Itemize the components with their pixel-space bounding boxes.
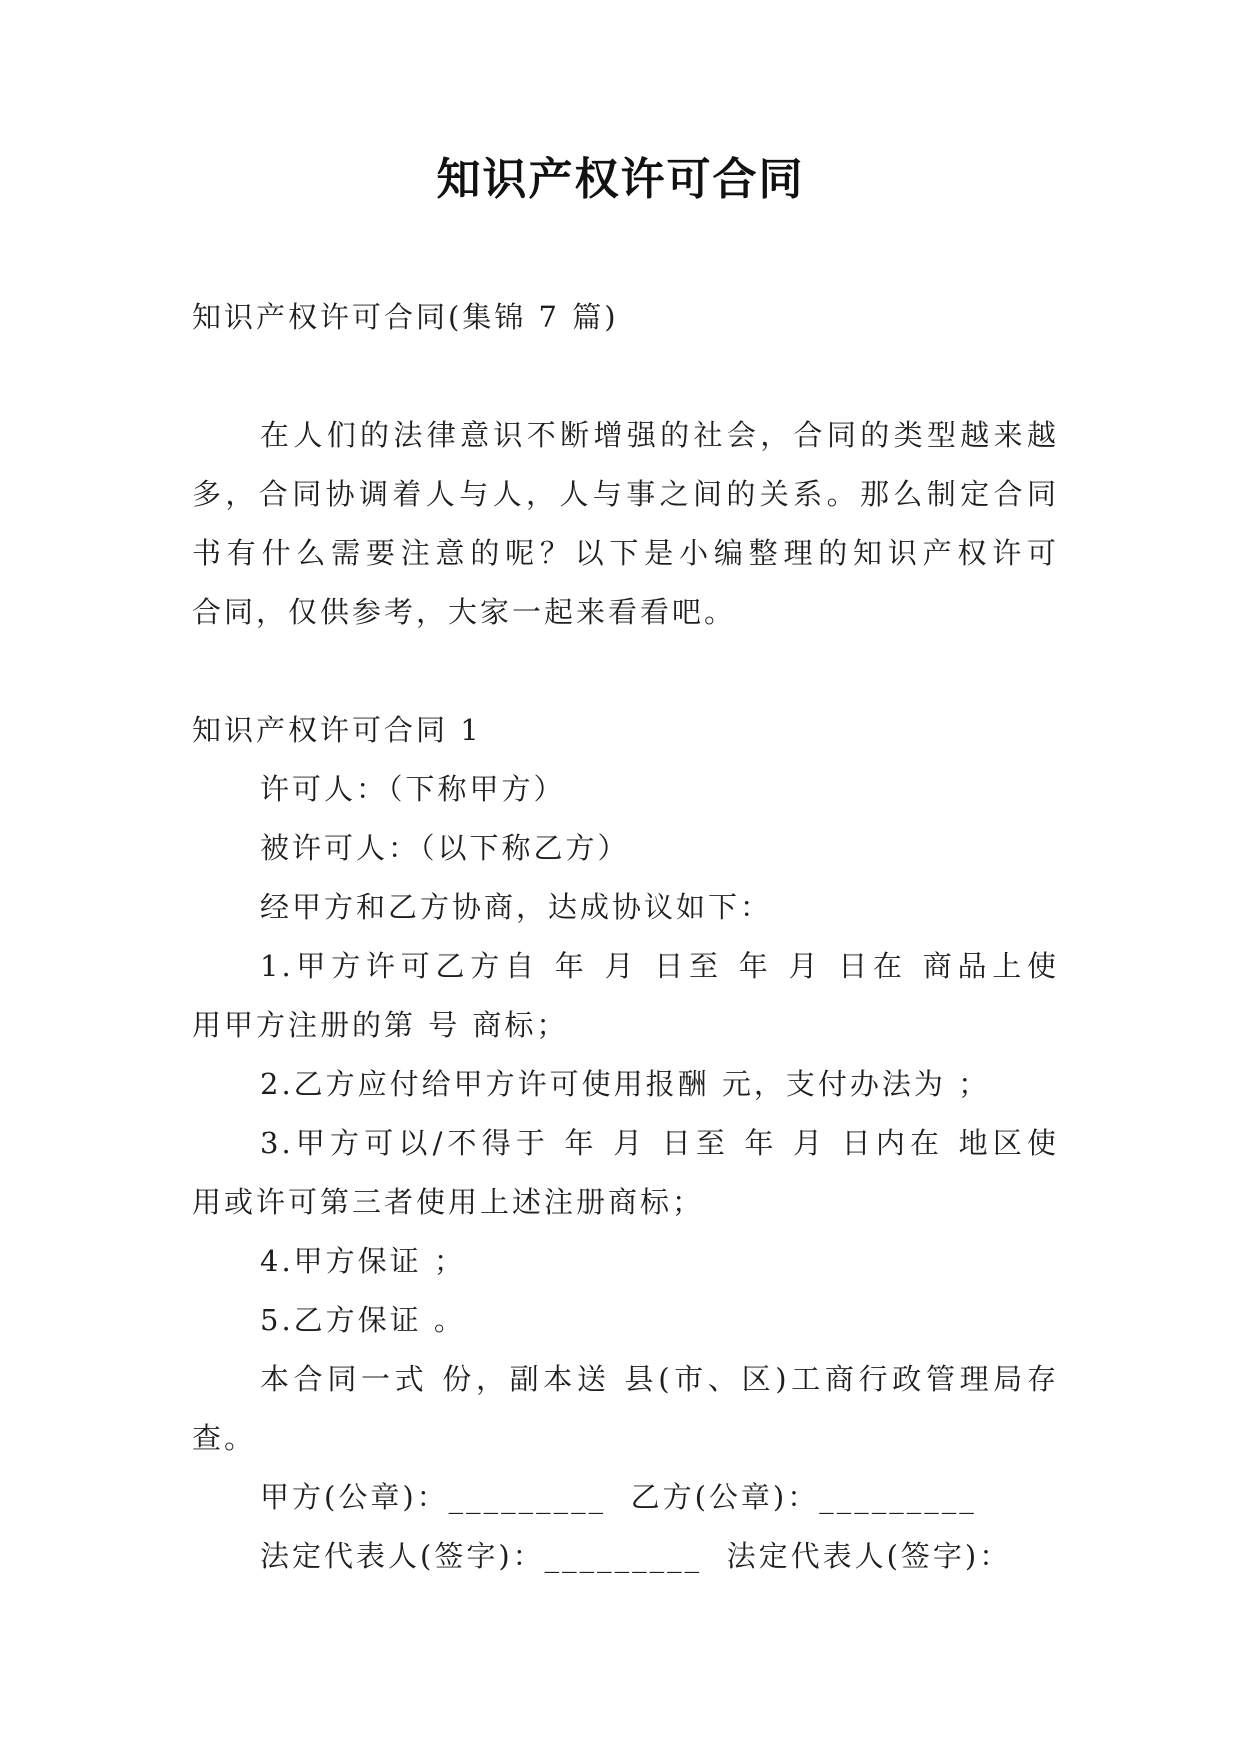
- clause-line: 3.甲方可以/不得于 年 月 日至 年 月 日内在 地区使: [260, 1126, 1059, 1160]
- clause-2: [192, 1055, 1059, 1114]
- clause-line: 用甲方注册的第 号 商标；: [192, 1008, 569, 1042]
- clause-5: [192, 1291, 1059, 1350]
- contract-heading: 知识产权许可合同 1: [192, 713, 482, 747]
- document-body: [192, 288, 1059, 1586]
- preamble-line: 经甲方和乙方协商，达成协议如下：: [260, 890, 773, 924]
- blank-line: [192, 347, 1059, 406]
- clause-line: 查。: [192, 1421, 257, 1455]
- clause-line: 用或许可第三者使用上述注册商标；: [192, 1185, 705, 1219]
- clause-3: [192, 1114, 1059, 1232]
- signature-seal-line: 甲方(公章)：_________ 乙方(公章)：_________: [260, 1480, 977, 1514]
- signature-representative-line: 法定代表人(签字)：_________ 法定代表人(签字)：: [260, 1539, 1012, 1573]
- clause-line: 5.乙方保证 。: [260, 1303, 466, 1337]
- clause-line: 2.乙方应付给甲方许可使用报酬 元，支付办法为 ；: [260, 1067, 991, 1101]
- paragraph-line: 书有什么需要注意的呢？以下是小编整理的知识产权许可: [192, 536, 1059, 570]
- paragraph-line: 多，合同协调着人与人，人与事之间的关系。那么制定合同: [192, 477, 1059, 511]
- blank-line: [192, 642, 1059, 701]
- licensee-line: 被许可人：（以下称乙方）: [260, 831, 630, 865]
- paragraph-line: 在人们的法律意识不断增强的社会，合同的类型越来越: [260, 418, 1059, 452]
- intro-paragraph: [192, 406, 1059, 642]
- clause-1: [192, 937, 1059, 1055]
- clause-line: 1.甲方许可乙方自 年 月 日至 年 月 日在 商品上使: [260, 949, 1059, 983]
- paragraph-line: 合同，仅供参考，大家一起来看看吧。: [192, 595, 737, 629]
- contract-section: [192, 701, 1059, 1586]
- clause-4: [192, 1232, 1059, 1291]
- clause-line: 本合同一式 份，副本送 县(市、区)工商行政管理局存: [260, 1362, 1059, 1396]
- document-title: 知识产权许可合同: [436, 154, 805, 205]
- licensor-line: 许可人：（下称甲方）: [260, 772, 566, 806]
- copies-clause: [192, 1350, 1059, 1468]
- clause-line: 4.甲方保证 ；: [260, 1244, 466, 1278]
- collection-subtitle: 知识产权许可合同(集锦 7 篇): [192, 300, 619, 334]
